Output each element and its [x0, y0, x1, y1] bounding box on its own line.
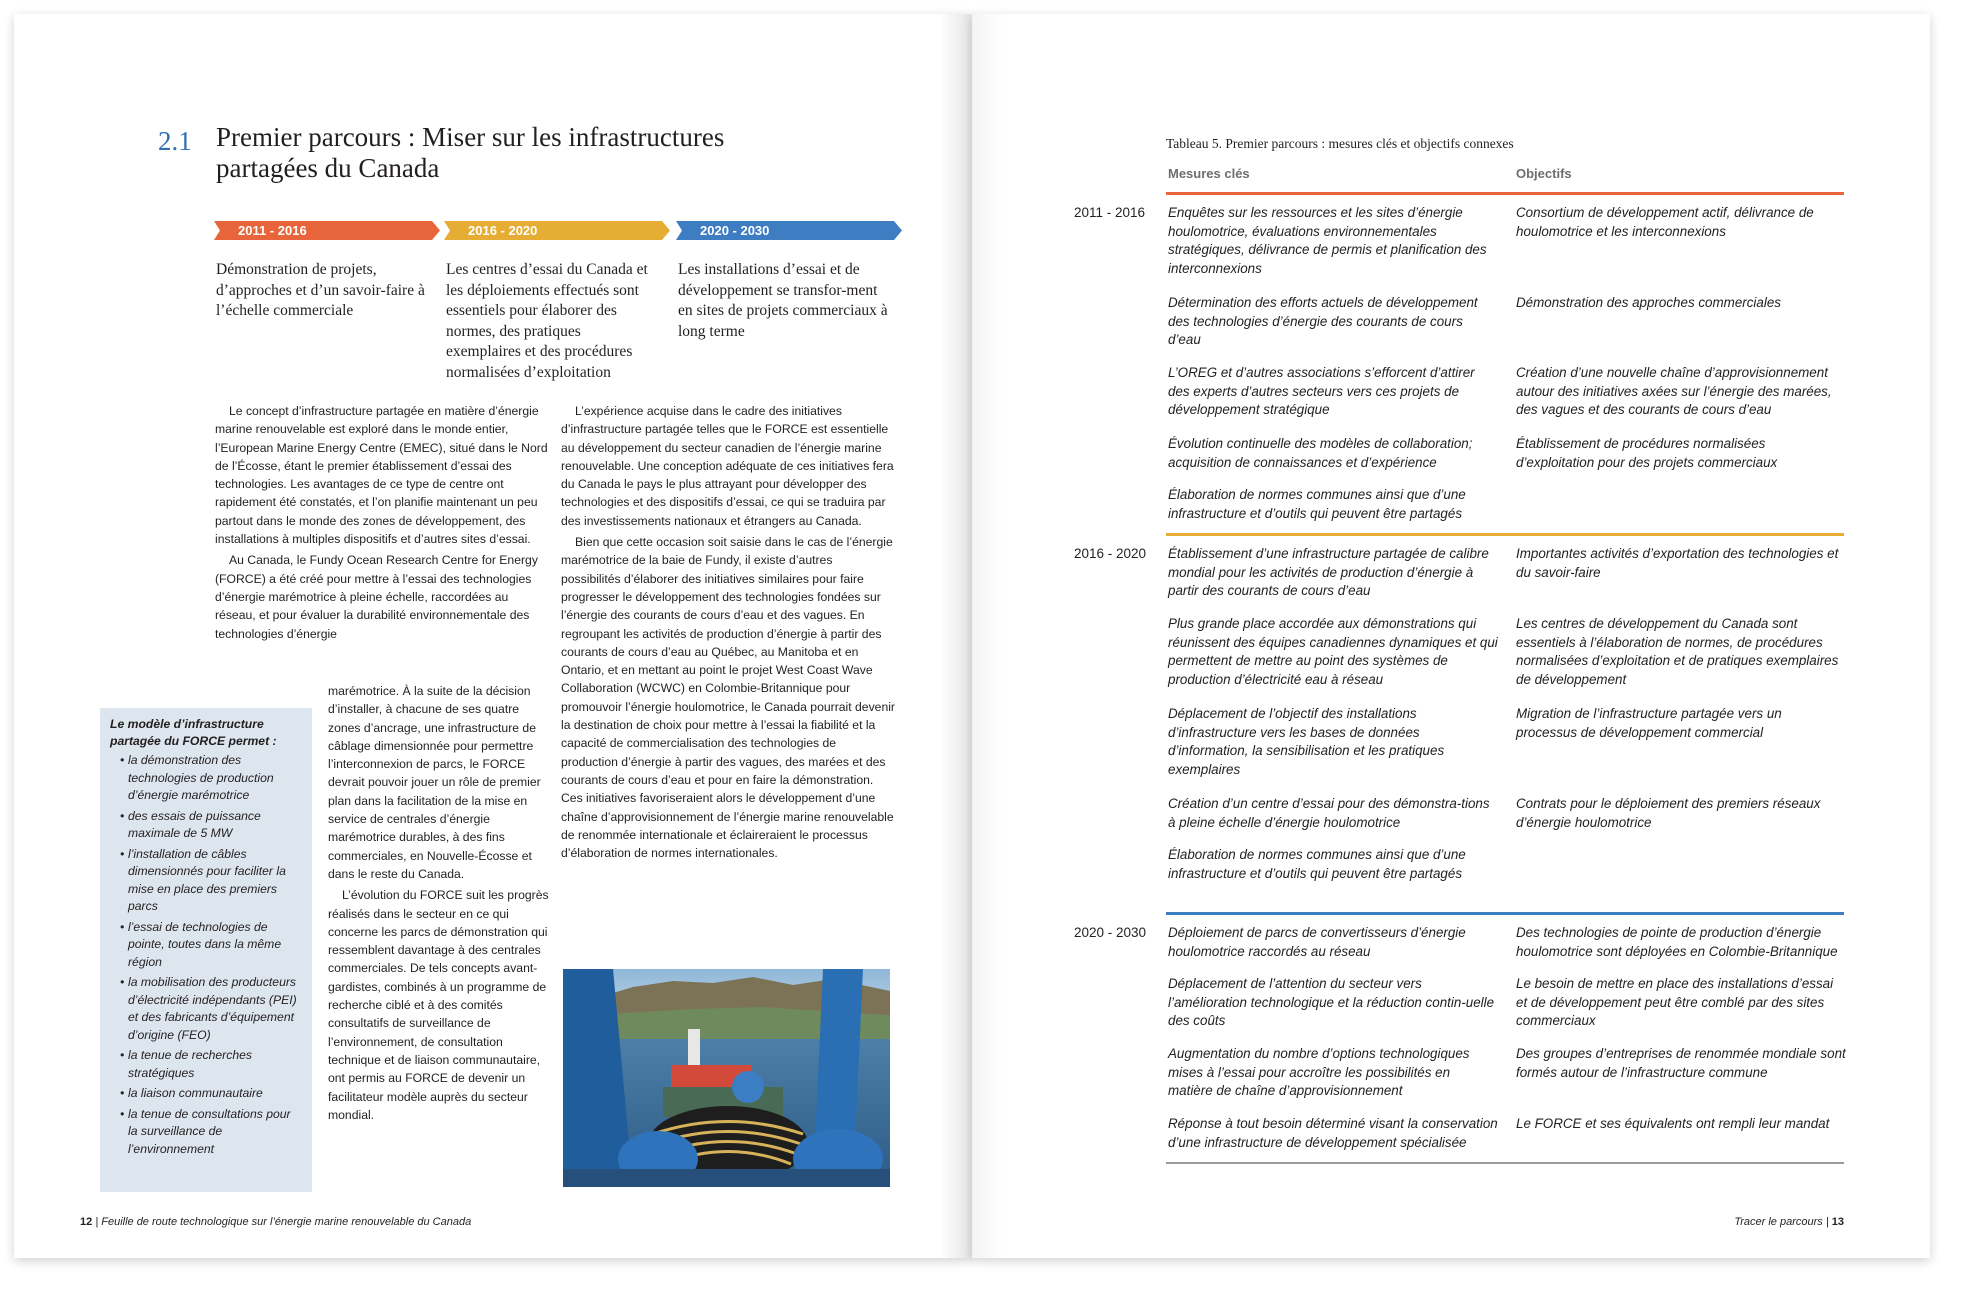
sidebar-item: • des essais de puissance maximale de 5 MW	[114, 808, 302, 843]
phase-arrows	[214, 221, 914, 241]
sidebar-list	[110, 752, 302, 1158]
objective-cell: Consortium de développement actif, délivrance de houlomotrice et les interconnexions	[1516, 205, 1814, 239]
paragraph: Le concept d’infrastructure partagée en matière d’énergie marine renouvelable est exploré dans le monde entier, l’European Marine Energy Centre (EMEC), situé dans le Nord de l’Écosse, étant le premier établissement d’essai des technologies. Les avantages de ce type de centre ont rapidement été constatés, et l’on planifie maintenant un peu partout dans le monde des zones de développement, des installations à multiples dispositifs et d’autres sites d’essai.	[215, 404, 548, 547]
header-measures: Mesures clés	[1168, 166, 1250, 181]
objective-cell: Le besoin de mettre en place des installations d’essai et de développement peut être comblé par des sites commerciaux	[1516, 976, 1834, 1029]
objective-cell: Démonstration des approches commerciales	[1516, 295, 1781, 310]
measure-cell: Réponse à tout besoin déterminé visant la conservation d’une infrastructure de développement spécialisée	[1168, 1116, 1498, 1150]
measure-cell: Évolution continuelle des modèles de collaboration; acquisition de connaissances et d’expérience	[1168, 436, 1473, 470]
measure-cell: L’OREG et d’autres associations s’efforcent d’attirer des experts d’autres secteurs vers ces projets de développement stratégique	[1168, 365, 1475, 418]
period-rule-2	[1166, 533, 1844, 536]
sidebar-item: • l’installation de câbles dimensionnés pour faciliter la mise en place des premiers parcs	[114, 846, 302, 916]
measure-cell: Élaboration de normes communes ainsi que d’une infrastructure et d’outils qui peuvent être partagés	[1168, 847, 1466, 881]
period-rule-3	[1166, 912, 1844, 915]
body-column-1-upper	[215, 402, 551, 646]
measure-cell: Plus grande place accordée aux démonstrations qui réunissent des équipes canadiennes dynamiques et qui permettent de mettre au point des systèmes de production d’électricité eau à réseau	[1168, 616, 1498, 687]
left-footer	[80, 1216, 471, 1228]
footer-separator: |	[95, 1216, 102, 1228]
phase-description-2: Les centres d’essai du Canada et les déploiements effectués sont essentiels pour élaborer des normes, des pratiques exemplaires et des procédures normalisées d’exploitation	[446, 261, 648, 381]
measure-cell: Détermination des efforts actuels de développement des technologies d’énergie des courants de cours d’eau	[1168, 295, 1478, 348]
table-caption: Tableau 5. Premier parcours : mesures clés et objectifs connexes	[1166, 136, 1514, 151]
ship-deck-illustration	[563, 969, 890, 1187]
body-column-1-lower	[328, 682, 550, 1127]
phase-description-3: Les installations d’essai et de développement se transfor-ment en sites de projets commerciaux à long terme	[678, 261, 888, 340]
measure-cell: Création d’un centre d’essai pour des démonstra-tions à pleine échelle d’énergie houlomotrice	[1168, 796, 1490, 830]
table-bottom-rule	[1166, 1162, 1844, 1164]
objective-cell: Contrats pour le déploiement des premiers réseaux d’énergie houlomotrice	[1516, 796, 1821, 830]
left-page	[14, 14, 972, 1258]
sidebar-box	[100, 708, 312, 1192]
phase-label-3: 2020 - 2030	[700, 223, 770, 238]
footer-title: Tracer le parcours	[1734, 1216, 1823, 1228]
objective-cell: Importantes activités d’exportation des technologies et du savoir-faire	[1516, 546, 1839, 580]
page-number: 12	[80, 1216, 93, 1228]
page-number: 13	[1831, 1216, 1844, 1228]
measure-cell: Élaboration de normes communes ainsi que d’une infrastructure et d’outils qui peuvent être partagés	[1168, 487, 1466, 521]
objective-cell: Des technologies de pointe de production d’énergie houlomotrice sont déployées en Colombie-Britannique	[1516, 925, 1838, 959]
paragraph: Au Canada, le Fundy Ocean Research Centre for Energy (FORCE) a été créé pour mettre à l’essai des technologies d’énergie marémotrice à pleine échelle, raccordées au réseau, et pour évaluer la durabilité environnementale des technologies d’énergie	[215, 553, 538, 641]
objective-cell: Les centres de développement du Canada sont essentiels à l’élaboration de normes, de procédures normalisées d’exploitation et de pratiques exemplaires de développement	[1516, 616, 1839, 687]
right-page	[972, 14, 1930, 1258]
paragraph: L’expérience acquise dans le cadre des initiatives d’infrastructure partagée telles que le FORCE est essentielle au développement du secteur canadien de l’énergie marine renouvelable. Une conception adéquate de ces initiatives fera du Canada le pays le plus attrayant pour développer des technologies et des dispositifs d’essai, ce qui se traduira par des investissements nationaux et étrangers au Canada.	[561, 404, 894, 528]
sidebar-item: • la démonstration des technologies de production d’énergie marémotrice	[114, 752, 302, 805]
period-label: 2020 - 2030	[1074, 925, 1147, 940]
sidebar-item: • la tenue de consultations pour la surveillance de l’environnement	[114, 1106, 302, 1159]
objective-cell: Création d’une nouvelle chaîne d’approvisionnement autour des initiatives axées sur l’énergie des marées, des vagues et des courants de cours d’eau	[1516, 365, 1832, 418]
phase-description-1: Démonstration de projets, d’approches et d’un savoir-faire à l’échelle commerciale	[216, 261, 425, 319]
footer-title: Feuille de route technologique sur l’énergie marine renouvelable du Canada	[101, 1216, 472, 1228]
objective-cell: Des groupes d’entreprises de renommée mondiale sont formés autour de l’infrastructure commune	[1516, 1046, 1846, 1080]
period-label: 2011 - 2016	[1074, 205, 1146, 220]
sidebar-item: • l’essai de technologies de pointe, toutes dans la même région	[114, 919, 302, 972]
measure-cell: Déploiement de parcs de convertisseurs d’énergie houlomotrice raccordés au réseau	[1168, 925, 1466, 959]
period-rule-1	[1166, 192, 1844, 195]
paragraph: Bien que cette occasion soit saisie dans le cas de l’énergie marémotrice de la baie de Fundy, il existe d’autres possibilités d’élaborer des initiatives similaires pour faire progresser le développement des technologies fondées sur l’énergie des courants de cours d’eau et des vagues. En regroupant les activités de production d’énergie à partir des courants de cours d’eau au Québec, au Manitoba et en Ontario, et en mettant au point le projet West Coast Wave Collaboration (WCWC) en Colombie-Britannique pour promouvoir l’énergie houlomotrice, le Canada pourrait devenir la destination de choix pour mettre à l’essai la fiabilité et la capacité de commercialisation des technologies de production d’énergie à partir des vagues, des marées et des courants de cours d’eau et pour en faire la démonstration. Ces initiatives favoriseraient alors le développement d’une chaîne d’approvisionnement de l’énergie marine renouvelable de renommée internationale et éclaireraient le processus d’élaboration de normes internationales.	[561, 535, 895, 861]
ship-deck-photo	[563, 969, 890, 1187]
header-objectives: Objectifs	[1516, 166, 1572, 181]
sidebar-item: • la mobilisation des producteurs d’électricité indépendants (PEI) et des fabricants d’équipement d’origine (FEO)	[114, 974, 302, 1044]
right-footer	[1732, 1216, 1844, 1228]
footer-separator: |	[1825, 1216, 1832, 1228]
period-label: 2016 - 2020	[1074, 546, 1147, 561]
objective-cell: Migration de l’infrastructure partagée vers un processus de développement commercial	[1516, 706, 1782, 740]
paragraph: L’évolution du FORCE suit les progrès réalisés dans le secteur en ce qui concerne les parcs de démonstration qui ressemblent davantage à des centrales commerciales. De tels concepts avant-gardistes, combinés à un programme de recherche ciblé et à des comités consultatifs de surveillance de l’environnement, de consultation technique et de liaison communautaire, ont permis au FORCE de devenir un facilitateur modèle auprès du secteur mondial.	[328, 888, 549, 1122]
objective-cell: Établissement de procédures normalisées d’exploitation pour des projets commerciaux	[1516, 436, 1778, 470]
measure-cell: Déplacement de l’objectif des installations d’infrastructure vers les bases de données d’information, la sensibilisation et les pratiques exemplaires	[1168, 706, 1445, 777]
measure-cell: Augmentation du nombre d’options technologiques mises à l’essai pour accroître les possibilités en matière de chaîne d’approvisionnement	[1168, 1046, 1470, 1099]
measure-cell: Enquêtes sur les ressources et les sites d’énergie houlomotrice, évaluations environnementales stratégiques, délivrance de permis et planification des interconnexions	[1168, 205, 1487, 276]
phase-label-2: 2016 - 2020	[468, 223, 538, 238]
sidebar-item: • la liaison communautaire	[114, 1085, 302, 1103]
sidebar-title: Le modèle d’infrastructure partagée du FORCE permet :	[110, 717, 277, 748]
sidebar-item: • la tenue de recherches stratégiques	[114, 1047, 302, 1082]
body-column-2	[561, 402, 895, 865]
section-title: Premier parcours : Miser sur les infrastructures partagées du Canada	[216, 122, 725, 183]
objective-cell: Le FORCE et ses équivalents ont rempli leur mandat	[1516, 1116, 1830, 1131]
measure-cell: Établissement d’une infrastructure partagée de calibre mondial pour les activités de production d’énergie à partir des courants de cours d’eau	[1168, 546, 1489, 599]
paragraph: marémotrice. À la suite de la décision d’installer, à chacune de ses quatre zones d’ancrage, une infrastructure de câblage dimensionnée pour permettre l’interconnexion de parcs, le FORCE devrait pouvoir jouer un rôle de premier plan dans la facilitation de la mise en service de centrales d’énergie marémotrice durables, à des fins commerciales, en Nouvelle-Écosse et dans le reste du Canada.	[328, 684, 541, 881]
section-number: 2.1	[158, 126, 192, 156]
measure-cell: Déplacement de l’attention du secteur vers l’amélioration technologique et la réduction contin-uelle des coûts	[1168, 976, 1495, 1029]
phase-label-1: 2011 - 2016	[238, 223, 307, 238]
